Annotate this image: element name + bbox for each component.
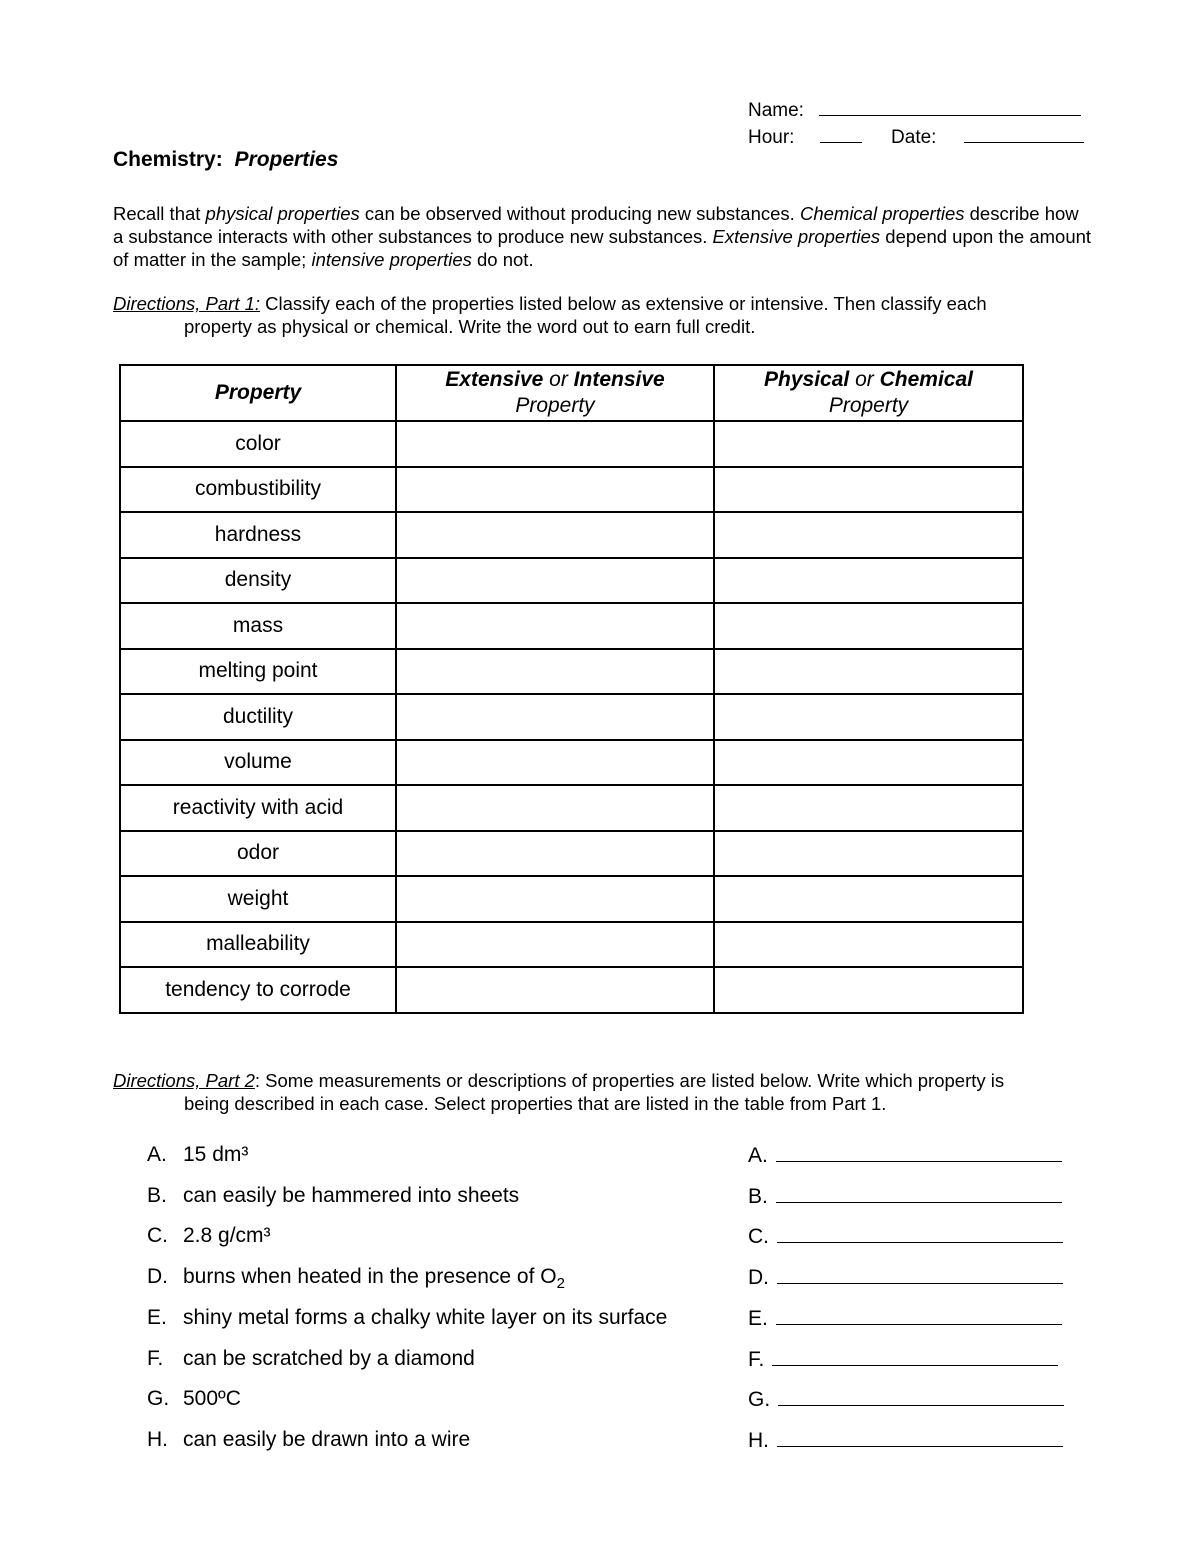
- answer-row: [748, 1141, 1062, 1170]
- property-name-cell: weight: [120, 876, 396, 922]
- extensive-intensive-answer-cell[interactable]: [396, 421, 714, 467]
- item-letter: F.: [147, 1347, 164, 1370]
- property-name-cell: odor: [120, 831, 396, 877]
- answer-row: [748, 1304, 1062, 1333]
- list-item: [147, 1263, 565, 1298]
- name-field-row: [748, 97, 1081, 124]
- extensive-intensive-answer-cell[interactable]: [396, 649, 714, 695]
- answer-blank[interactable]: [772, 1345, 1058, 1366]
- table-row: [120, 922, 1023, 968]
- answer-blank[interactable]: [777, 1263, 1063, 1284]
- intro-paragraph: [113, 202, 1093, 271]
- page-title: [113, 148, 338, 172]
- property-name-cell: volume: [120, 740, 396, 786]
- title-topic: Properties: [234, 148, 339, 171]
- properties-table: [119, 364, 1024, 1014]
- name-label: Name:: [748, 100, 804, 121]
- answer-blank[interactable]: [776, 1182, 1062, 1203]
- answer-blank[interactable]: [777, 1426, 1063, 1447]
- date-label: Date:: [891, 127, 937, 148]
- answer-blank[interactable]: [776, 1141, 1062, 1162]
- physical-chemical-answer-cell[interactable]: [714, 512, 1023, 558]
- physical-chemical-answer-cell[interactable]: [714, 922, 1023, 968]
- intro-text: describe how a substance interacts with other substances to produce new substances.: [113, 203, 1079, 247]
- physical-chemical-answer-cell[interactable]: [714, 967, 1023, 1013]
- answer-letter: C.: [748, 1225, 769, 1248]
- extensive-intensive-answer-cell[interactable]: [396, 512, 714, 558]
- answer-letter: H.: [748, 1429, 769, 1452]
- item-letter: H.: [147, 1428, 168, 1451]
- intro-term-physical: physical properties: [205, 203, 360, 224]
- directions-part-2: [113, 1069, 1093, 1115]
- date-blank[interactable]: [964, 124, 1084, 143]
- table-row: [120, 512, 1023, 558]
- item-description: 500ºC: [183, 1387, 241, 1410]
- list-item: [147, 1182, 519, 1210]
- answer-row: [748, 1182, 1062, 1211]
- physical-chemical-answer-cell[interactable]: [714, 831, 1023, 877]
- answer-letter: G.: [748, 1388, 771, 1411]
- extensive-intensive-answer-cell[interactable]: [396, 967, 714, 1013]
- item-description: can be scratched by a diamond: [183, 1347, 475, 1370]
- property-name-cell: combustibility: [120, 467, 396, 513]
- table-row: [120, 740, 1023, 786]
- directions-part-2-line-1: Some measurements or descriptions of properties are listed below. Write which property is: [260, 1070, 1005, 1091]
- extensive-intensive-answer-cell[interactable]: [396, 694, 714, 740]
- header-physical-chemical: [714, 365, 1023, 421]
- property-name-cell: melting point: [120, 649, 396, 695]
- intro-term-extensive: Extensive properties: [712, 226, 881, 247]
- item-description: can easily be drawn into a wire: [183, 1428, 471, 1451]
- table-row: [120, 603, 1023, 649]
- answer-letter: F.: [748, 1348, 765, 1371]
- header-property-sub-label: Property: [515, 394, 595, 417]
- property-name-cell: hardness: [120, 512, 396, 558]
- intro-text: can be observed without producing new substances.: [359, 203, 800, 224]
- extensive-intensive-answer-cell[interactable]: [396, 785, 714, 831]
- header-or-label: or: [849, 368, 880, 391]
- table-row: [120, 558, 1023, 604]
- header-chemical-label: Chemical: [879, 368, 973, 391]
- table-row: [120, 694, 1023, 740]
- property-name-cell: density: [120, 558, 396, 604]
- list-item: [147, 1222, 271, 1250]
- extensive-intensive-answer-cell[interactable]: [396, 922, 714, 968]
- table-row: [120, 831, 1023, 877]
- physical-chemical-answer-cell[interactable]: [714, 740, 1023, 786]
- property-name-cell: ductility: [120, 694, 396, 740]
- answer-letter: A.: [748, 1144, 768, 1167]
- physical-chemical-answer-cell[interactable]: [714, 421, 1023, 467]
- answer-letter: E.: [748, 1307, 768, 1330]
- answer-blank[interactable]: [776, 1304, 1062, 1325]
- item-letter: G.: [147, 1387, 170, 1410]
- physical-chemical-answer-cell[interactable]: [714, 558, 1023, 604]
- directions-part-2-colon: :: [254, 1070, 261, 1091]
- answer-row: [748, 1345, 1058, 1374]
- table-row: [120, 785, 1023, 831]
- properties-table-body: [120, 421, 1023, 1013]
- header-extensive-label: Extensive: [445, 368, 544, 391]
- item-description: burns when heated in the presence of O: [183, 1265, 557, 1288]
- answer-letter: D.: [748, 1266, 769, 1289]
- physical-chemical-answer-cell[interactable]: [714, 467, 1023, 513]
- directions-part-2-line-2: being described in each case. Select properties that are listed in the table from Part 1.: [184, 1093, 887, 1114]
- extensive-intensive-answer-cell[interactable]: [396, 876, 714, 922]
- item-letter: B.: [147, 1184, 167, 1207]
- list-item: [147, 1304, 667, 1332]
- header-physical-label: Physical: [764, 368, 850, 391]
- table-header-row: [120, 365, 1023, 421]
- item-description: shiny metal forms a chalky white layer on its surface: [183, 1306, 668, 1329]
- answer-letter: B.: [748, 1185, 768, 1208]
- physical-chemical-answer-cell[interactable]: [714, 649, 1023, 695]
- property-name-cell: malleability: [120, 922, 396, 968]
- intro-text: depend upon the amount of matter in the sample;: [113, 226, 1092, 270]
- property-name-cell: tendency to corrode: [120, 967, 396, 1013]
- name-blank[interactable]: [819, 97, 1081, 116]
- directions-part-1-line-2: property as physical or chemical. Write the word out to earn full credit.: [184, 316, 756, 337]
- property-name-cell: reactivity with acid: [120, 785, 396, 831]
- item-letter: C.: [147, 1224, 168, 1247]
- item-letter: E.: [147, 1306, 167, 1329]
- table-row: [120, 967, 1023, 1013]
- extensive-intensive-answer-cell[interactable]: [396, 740, 714, 786]
- list-item: [147, 1385, 241, 1413]
- directions-part-1-line-1: Classify each of the properties listed below as extensive or intensive. Then classify each: [260, 293, 987, 314]
- header-property-label: Property: [214, 381, 302, 404]
- property-name-cell: color: [120, 421, 396, 467]
- table-row: [120, 467, 1023, 513]
- list-item: [147, 1345, 475, 1373]
- intro-term-intensive: intensive properties: [311, 249, 472, 270]
- header-or-label: or: [543, 368, 574, 391]
- hour-blank[interactable]: [820, 124, 862, 143]
- hour-date-row: [748, 124, 1084, 151]
- answer-row: [748, 1426, 1063, 1455]
- property-name-cell: mass: [120, 603, 396, 649]
- item-letter: D.: [147, 1265, 168, 1288]
- physical-chemical-answer-cell[interactable]: [714, 876, 1023, 922]
- answer-blank[interactable]: [778, 1385, 1064, 1406]
- table-row: [120, 649, 1023, 695]
- physical-chemical-answer-cell[interactable]: [714, 785, 1023, 831]
- item-subscript: 2: [556, 1275, 565, 1293]
- table-row: [120, 421, 1023, 467]
- title-subject: Chemistry:: [113, 148, 223, 171]
- answer-row: [748, 1263, 1063, 1292]
- header-intensive-label: Intensive: [573, 368, 665, 391]
- directions-part-1: [113, 292, 1093, 338]
- table-row: [120, 876, 1023, 922]
- physical-chemical-answer-cell[interactable]: [714, 694, 1023, 740]
- header-extensive-intensive: [396, 365, 714, 421]
- intro-text: do not.: [471, 249, 534, 270]
- extensive-intensive-answer-cell[interactable]: [396, 603, 714, 649]
- item-description: can easily be hammered into sheets: [183, 1184, 520, 1207]
- physical-chemical-answer-cell[interactable]: [714, 603, 1023, 649]
- hour-label: Hour:: [748, 127, 795, 148]
- item-letter: A.: [147, 1143, 167, 1166]
- intro-term-chemical: Chemical properties: [799, 203, 965, 224]
- extensive-intensive-answer-cell[interactable]: [396, 831, 714, 877]
- extensive-intensive-answer-cell[interactable]: [396, 467, 714, 513]
- intro-text: Recall that: [113, 203, 206, 224]
- header-property: [120, 365, 396, 421]
- answer-blank[interactable]: [777, 1222, 1063, 1243]
- answer-row: [748, 1222, 1063, 1251]
- list-item: [147, 1426, 470, 1454]
- answer-row: [748, 1385, 1064, 1414]
- directions-part-2-label: Directions, Part 2: [113, 1070, 255, 1091]
- list-item: [147, 1141, 248, 1169]
- directions-part-1-label: Directions, Part 1:: [113, 293, 261, 314]
- item-description: 2.8 g/cm³: [183, 1224, 271, 1247]
- extensive-intensive-answer-cell[interactable]: [396, 558, 714, 604]
- header-property-sub-label: Property: [828, 394, 909, 417]
- item-description: 15 dm³: [183, 1143, 249, 1166]
